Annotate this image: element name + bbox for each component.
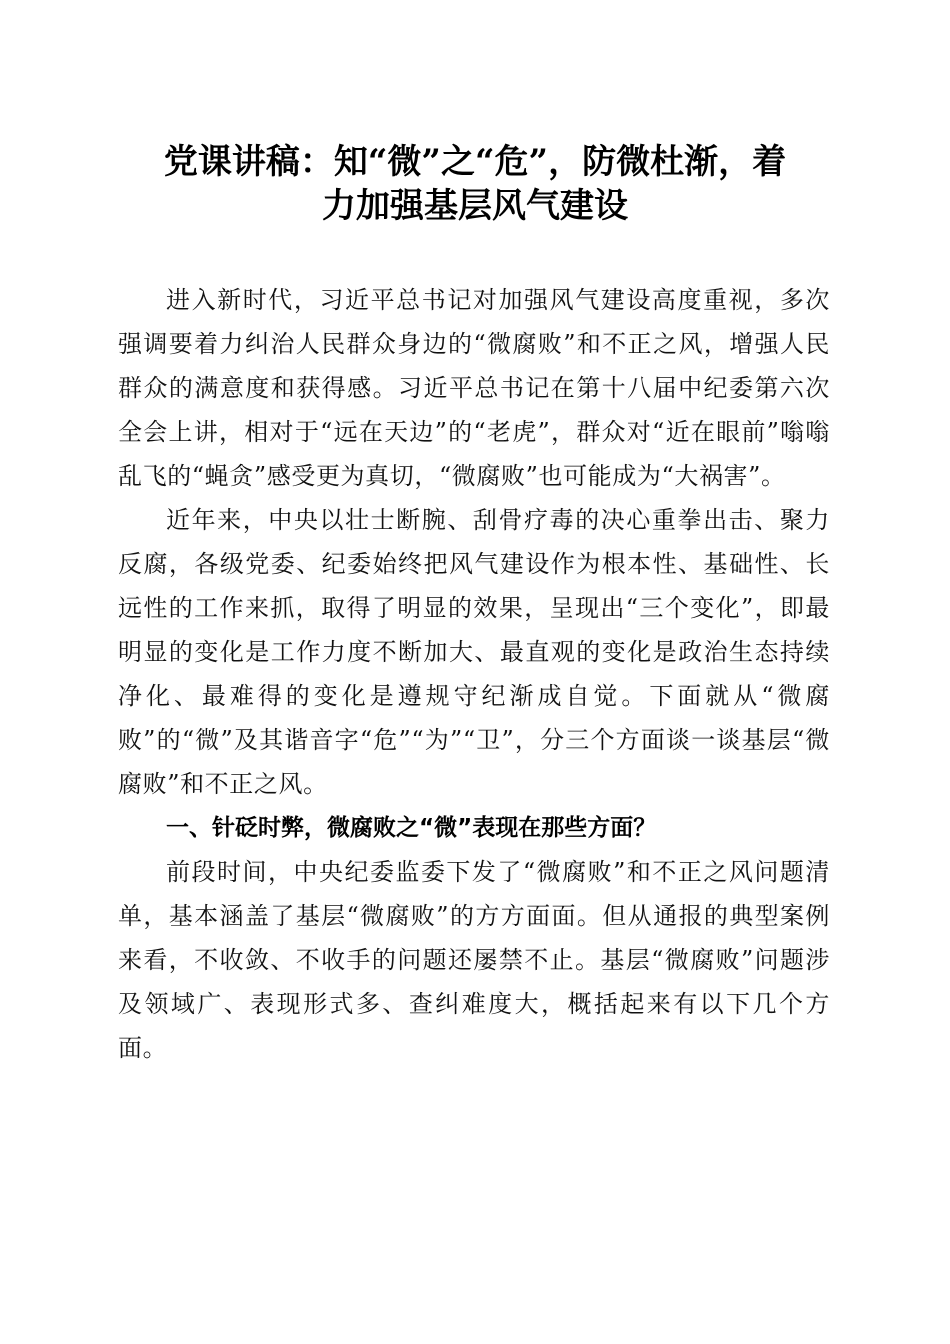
paragraph-section-1: 前段时间，中央纪委监委下发了“微腐败”和不正之风问题清单，基本涵盖了基层“微腐败”的方方面面。但从通报的典型案例来看，不收敛、不收手的问题还屡禁不止。基层“微腐败”问题涉及领域广、表现形式多、查纠难度大，概括起来有以下几个方面。 — [118, 858, 830, 1062]
title-line-2: 力加强基层风气建设 — [322, 186, 628, 226]
title-line-1: 党课讲稿：知“微”之“危”，防微杜渐，着 — [163, 142, 787, 182]
document-body — [118, 278, 830, 1070]
section-heading-1: 一、针砭时弊，微腐败之“微”表现在那些方面？ — [166, 815, 657, 841]
paragraph-changes: 近年来，中央以壮士断腕、刮骨疗毒的决心重拳出击、聚力反腐，各级党委、纪委始终把风气建设作为根本性、基础性、长远性的工作来抓，取得了明显的效果，呈现出“三个变化”，即最明显的变化是工作力度不断加大、最直观的变化是政治生态持续净化、最难得的变化是遵规守纪渐成自觉。下面就从“微腐败”的“微”及其谐音字“危”“为”“卫”，分三个方面谈一谈基层“微腐败”和不正之风。 — [118, 506, 830, 798]
paragraph-intro: 进入新时代，习近平总书记对加强风气建设高度重视，多次强调要着力纠治人民群众身边的“微腐败”和不正之风，增强人民群众的满意度和获得感。习近平总书记在第十八届中纪委第六次全会上讲，相对于“远在天边”的“老虎”，群众对“近在眼前”嗡嗡乱飞的“蝇贪”感受更为真切，“微腐败”也可能成为“大祸害”。 — [118, 286, 830, 490]
document-title — [110, 140, 840, 228]
